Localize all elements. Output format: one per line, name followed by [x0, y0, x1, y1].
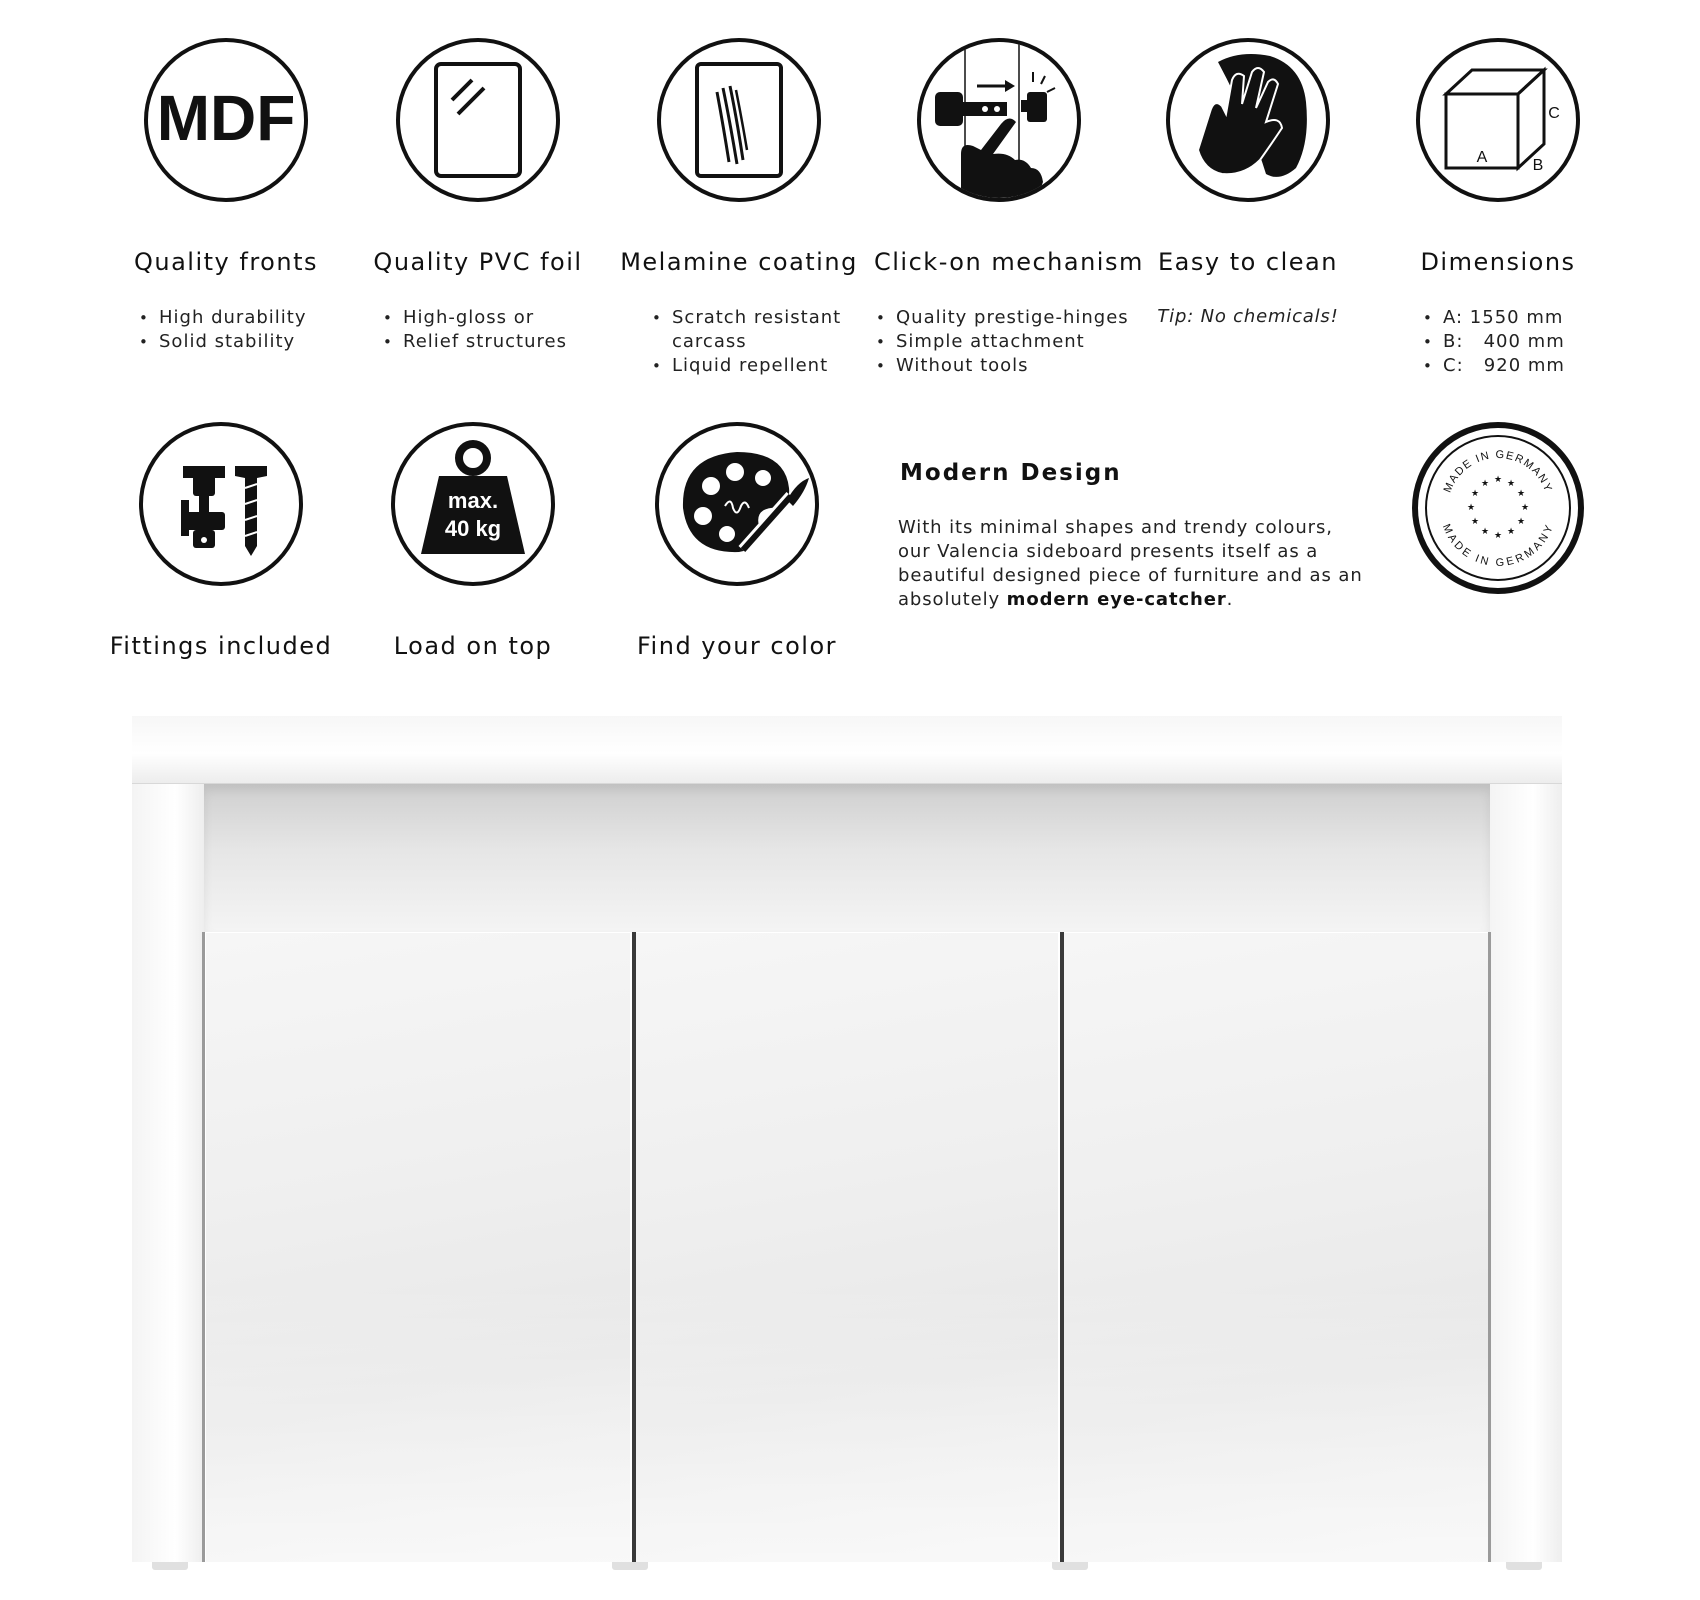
- bullet: • Scratch resistant: [650, 306, 841, 330]
- bullet: • Simple attachment: [874, 330, 1129, 354]
- feature-title: Easy to clean: [1158, 248, 1338, 276]
- feature-title: Click-on mechanism: [874, 248, 1144, 276]
- sideboard-foot: [1052, 1562, 1088, 1570]
- feature-melamine-coating: [614, 38, 864, 408]
- bullet: • Solid stability: [137, 330, 307, 354]
- sideboard-foot: [152, 1562, 188, 1570]
- door-gap: [1060, 932, 1064, 1562]
- scratch-panel-icon: [657, 38, 821, 202]
- feature-bullets: [137, 306, 307, 354]
- bullet: • Quality prestige-hinges: [874, 306, 1129, 330]
- tip-text: Tip: No chemicals!: [1157, 306, 1339, 327]
- hinge-screw-icon: [139, 422, 303, 586]
- weight-icon: [391, 422, 555, 586]
- bullet: • A: 1550 mm: [1421, 306, 1565, 330]
- feature-bullets: [381, 306, 567, 354]
- bullet: • High-gloss or: [381, 306, 567, 330]
- svg-text:★: ★: [1466, 503, 1476, 513]
- svg-text:★: ★: [1480, 479, 1490, 489]
- feature-title: Find your color: [637, 632, 837, 660]
- made-in-germany-seal-icon: [1412, 422, 1584, 594]
- mdf-icon: [144, 38, 308, 202]
- bullet: • Liquid repellent: [650, 354, 841, 378]
- bullet: • Relief structures: [381, 330, 567, 354]
- box-dimensions-icon: [1416, 38, 1580, 202]
- feature-easy-to-clean: [1123, 38, 1373, 408]
- sideboard-door-center: [636, 932, 1058, 1562]
- svg-text:C: C: [1548, 105, 1560, 122]
- feature-quality-pvc-foil: [353, 38, 603, 408]
- door-gap: [1488, 932, 1491, 1562]
- bullet: • C: 920 mm: [1421, 354, 1565, 378]
- feature-title: Dimensions: [1420, 248, 1576, 276]
- bullet: • B: 400 mm: [1421, 330, 1565, 354]
- feature-quality-fronts: [101, 38, 351, 408]
- svg-text:★: ★: [1470, 517, 1480, 527]
- hand-cloth-icon: [1166, 38, 1330, 202]
- svg-text:★: ★: [1520, 503, 1530, 513]
- sideboard-open-shelf: [204, 784, 1490, 932]
- sideboard-side-left: [132, 784, 204, 1562]
- sideboard-top: [132, 716, 1562, 784]
- feature-title: Fittings included: [109, 632, 333, 660]
- feature-bullets: [874, 306, 1129, 378]
- sideboard-side-right: [1490, 784, 1562, 1562]
- sideboard-door-right: [1064, 932, 1488, 1562]
- svg-text:★: ★: [1506, 527, 1516, 537]
- feature-title: Quality PVC foil: [373, 248, 583, 276]
- svg-text:★: ★: [1516, 517, 1526, 527]
- feature-title: Quality fronts: [134, 248, 318, 276]
- sideboard-foot: [1506, 1562, 1542, 1570]
- svg-text:★: ★: [1506, 479, 1516, 489]
- bullet: • High durability: [137, 306, 307, 330]
- svg-text:A: A: [1476, 149, 1488, 166]
- modern-design-body: With its minimal shapes and trendy colours, our Valencia sideboard presents itself as a beautiful designed piece of furniture and as an absolutely modern eye-catcher.: [898, 517, 1363, 610]
- feature-dimensions: [1373, 38, 1623, 408]
- feature-title: Load on top: [393, 632, 553, 660]
- svg-text:max.: max.: [447, 488, 499, 513]
- svg-text:★: ★: [1516, 489, 1526, 499]
- feature-title: Melamine coating: [620, 248, 858, 276]
- sideboard-foot: [612, 1562, 648, 1570]
- feature-click-on-mechanism: [874, 38, 1144, 408]
- svg-text:40 kg: 40 kg: [444, 516, 502, 541]
- svg-text:B: B: [1532, 157, 1544, 174]
- sideboard-door-left: [206, 932, 630, 1562]
- svg-text:★: ★: [1470, 489, 1480, 499]
- bullet: • Without tools: [874, 354, 1129, 378]
- svg-text:MADE IN GERMANY: MADE IN GERMANY: [1441, 448, 1555, 495]
- palette-brush-icon: [655, 422, 819, 586]
- modern-design-emphasis: modern eye-catcher: [1006, 589, 1227, 610]
- feature-bullets: [1421, 306, 1565, 378]
- door-gap: [632, 932, 636, 1562]
- hinge-click-icon: [917, 38, 1081, 202]
- svg-text:★: ★: [1493, 475, 1503, 485]
- svg-text:★: ★: [1480, 527, 1490, 537]
- svg-text:MDF: MDF: [156, 82, 296, 154]
- glossy-panel-icon: [396, 38, 560, 202]
- bullet-continuation: carcass: [672, 331, 747, 352]
- feature-bullets: [650, 306, 841, 378]
- sideboard-image: [132, 716, 1562, 1568]
- svg-text:★: ★: [1493, 531, 1503, 541]
- door-gap: [202, 932, 205, 1562]
- modern-design-title: Modern Design: [900, 460, 1122, 486]
- svg-text:MADE IN GERMANY: MADE IN GERMANY: [1439, 522, 1557, 570]
